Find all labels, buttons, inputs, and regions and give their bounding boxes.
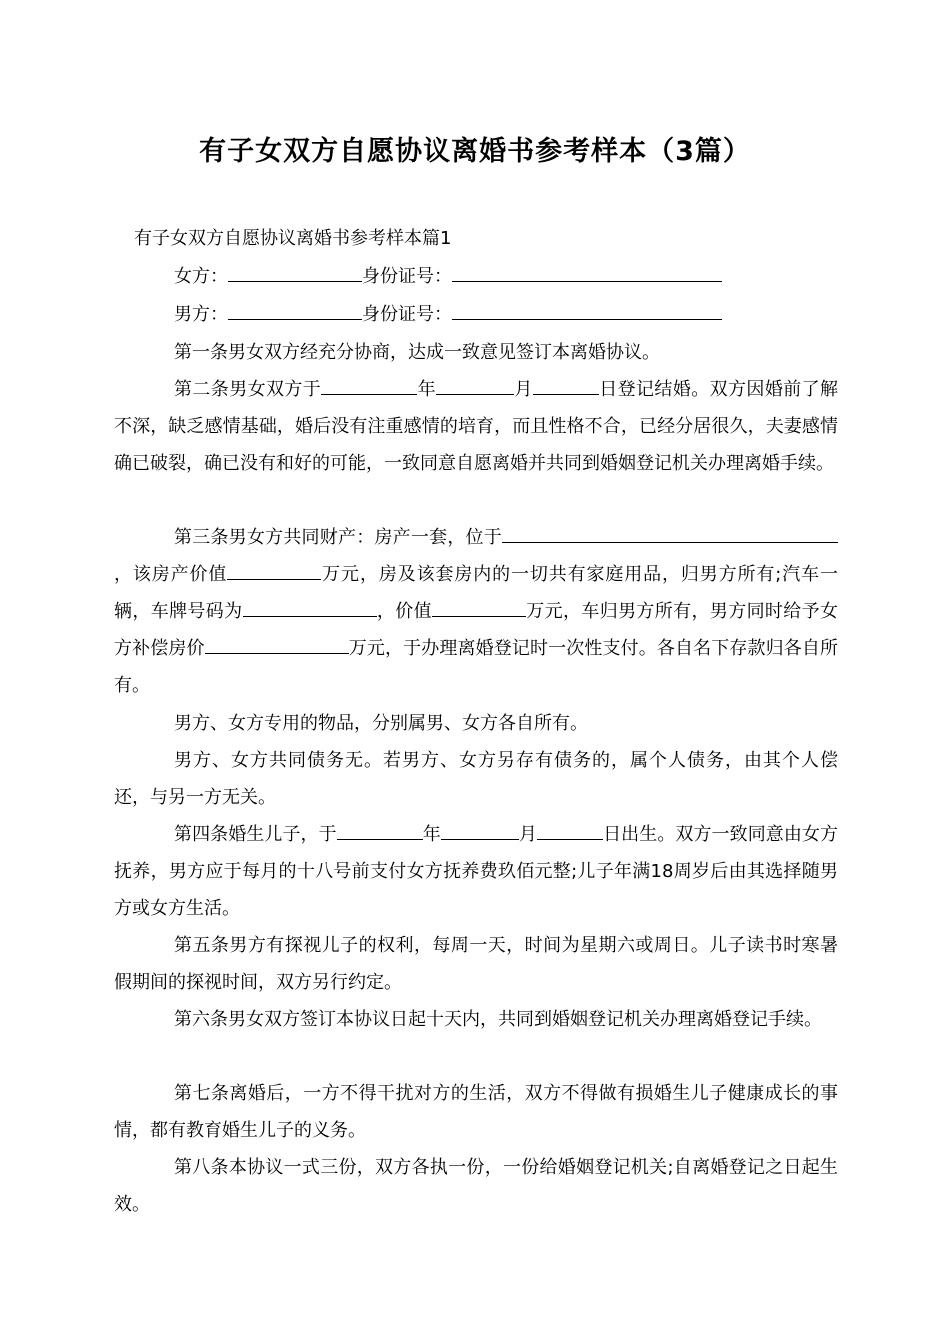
birth-year-blank: [337, 821, 423, 840]
clause-5: 第五条男方有探视儿子的权利，每周一天，时间为星期六或周日。儿子读书时寒暑假期间的探视时间，双方另行约定。: [114, 935, 838, 993]
document-title: 有子女双方自愿协议离婚书参考样本（3篇）: [199, 136, 751, 167]
clause-4: [114, 816, 838, 927]
clause-2: [114, 371, 838, 482]
plate-number-blank: [243, 598, 377, 617]
female-party-line: [174, 263, 722, 290]
clause-2-year: 年: [417, 379, 437, 400]
male-party-line: [174, 301, 722, 328]
clause-4-year: 年: [422, 824, 441, 845]
marriage-year-blank: [321, 376, 417, 395]
clause-2-text-b: 日登记结婚。双方因婚前了解不深，缺乏感情基础，婚后没有注重感情的培育，而且性格不合，已经分居很久，夫妻感情确已破裂，确已没有和好的可能，一致同意自愿离婚并共同到婚姻登记机关办理离婚手续。: [114, 379, 839, 474]
compensation-blank: [205, 635, 349, 654]
clause-4-month: 月: [518, 824, 538, 845]
property-location-blank: [502, 524, 838, 543]
male-label: 男方：: [174, 304, 228, 325]
clause-3-text-e: 万元，车归男方所有，男方同时给予女方补偿房价: [114, 601, 839, 659]
section-heading: 有子女双方自愿协议离婚书参考样本篇1: [134, 228, 452, 249]
clause-3-text-c: 万元，房及该套房内的一切共有家庭用品，归男方所有;汽车一辆，车牌号码为: [114, 564, 839, 622]
female-id-blank: [452, 263, 722, 282]
male-id-label: 身份证号：: [362, 304, 452, 325]
clause-2-month: 月: [514, 379, 533, 400]
clause-3-text-b: ，该房产价值: [114, 564, 228, 585]
clause-6: 第六条男女双方签订本协议日起十天内，共同到婚姻登记机关办理离婚登记手续。: [174, 1009, 822, 1030]
female-id-label: 身份证号：: [362, 266, 452, 287]
car-value-blank: [432, 598, 526, 617]
marriage-day-blank: [533, 376, 599, 395]
female-label: 女方：: [174, 266, 228, 287]
clause-2-text-a: 第二条男女双方于: [174, 379, 322, 400]
birth-month-blank: [441, 821, 519, 840]
clause-4-text-b: 日出生。双方一致同意由女方抚养，男方应于每月的十八号前支付女方抚养费玖佰元整;儿子年满18周岁后由其选择随男方或女方生活。: [114, 824, 839, 919]
birth-day-blank: [537, 821, 603, 840]
clause-7: 第七条离婚后，一方不得干扰对方的生活，双方不得做有损婚生儿子健康成长的事情，都有教育婚生儿子的义务。: [114, 1083, 838, 1141]
clause-3: [114, 519, 838, 704]
clause-8: 第八条本协议一式三份，双方各执一份，一份给婚姻登记机关;自离婚登记之日起生效。: [114, 1157, 838, 1215]
female-name-blank: [228, 263, 362, 282]
property-value-blank: [227, 561, 321, 580]
male-id-blank: [452, 301, 722, 320]
clause-3-text-a: 第三条男女方共同财产：房产一套，位于: [174, 527, 502, 548]
male-name-blank: [228, 301, 362, 320]
marriage-month-blank: [436, 376, 514, 395]
personal-items-paragraph: 男方、女方专用的物品，分别属男、女方各自所有。: [174, 713, 588, 734]
clause-1: 第一条男女双方经充分协商，达成一致意见签订本离婚协议。: [174, 342, 660, 363]
clause-4-text-a: 第四条婚生儿子，于: [174, 824, 337, 845]
debts-paragraph: 男方、女方共同债务无。若男方、女方另存有债务的，属个人债务，由其个人偿还，与另一方无关。: [114, 750, 838, 808]
clause-3-text-f: 万元，于办理离婚登记时一次性支付。各自名下存款归各自所有。: [114, 638, 838, 696]
clause-3-text-d: ，价值: [376, 601, 432, 622]
